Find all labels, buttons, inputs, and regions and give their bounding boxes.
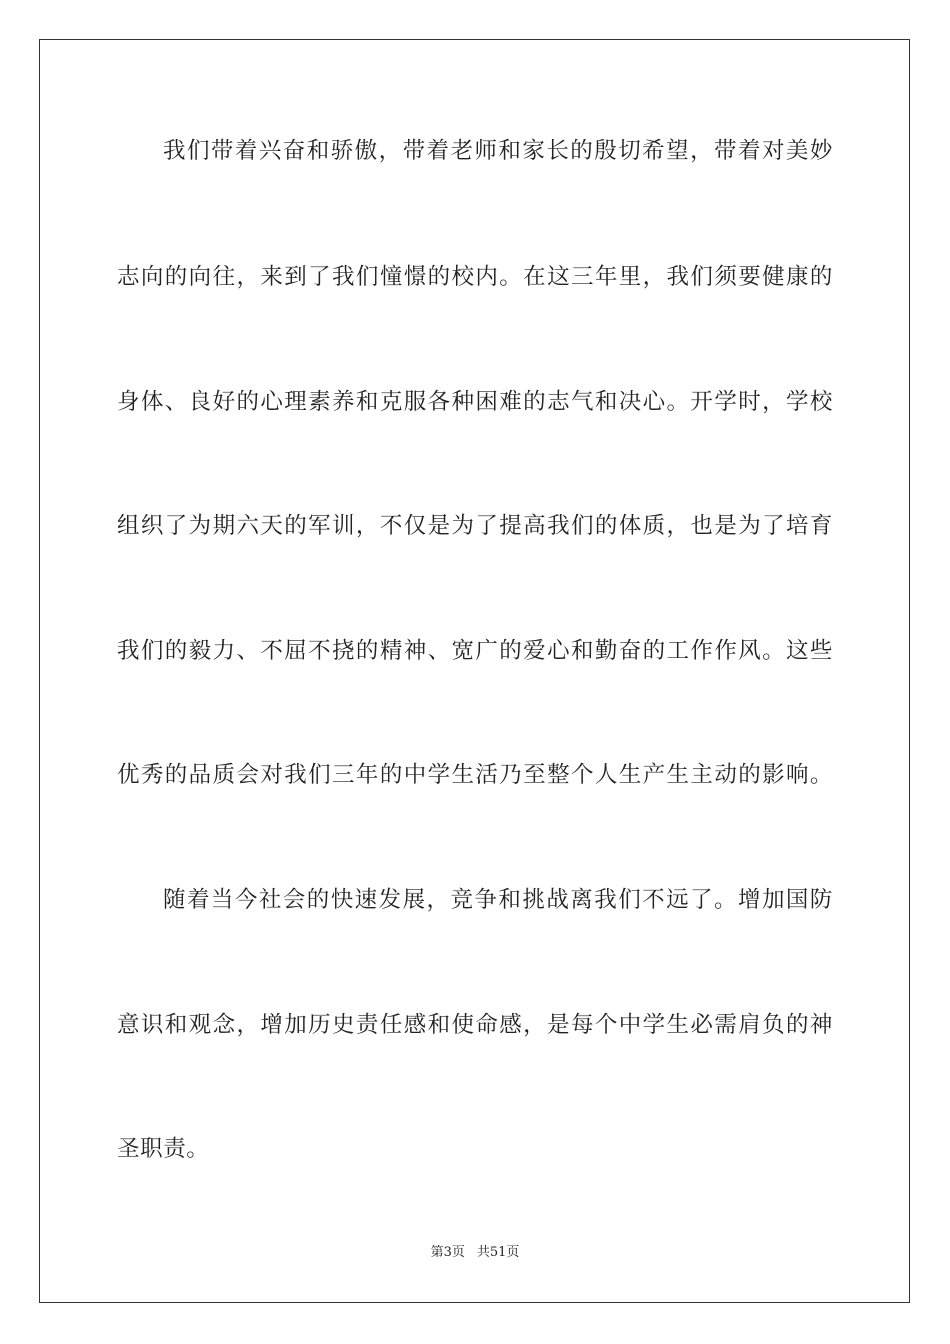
text-line: 随着当今社会的快速发展，竞争和挑战离我们不远了。增加国防 bbox=[163, 887, 833, 913]
page-number: 第3页 bbox=[430, 1245, 465, 1260]
text-line: 我们带着兴奋和骄傲，带着老师和家长的殷切希望，带着对美妙 bbox=[163, 138, 833, 164]
text-line: 我们的毅力、不屈不挠的精神、宽广的爱心和勤奋的工作作风。这些 bbox=[117, 638, 833, 664]
total-pages: 共51页 bbox=[476, 1245, 520, 1260]
text-line: 身体、良好的心理素养和克服各种困难的志气和决心。开学时，学校 bbox=[117, 389, 833, 415]
text-line: 组织了为期六天的军训，不仅是为了提高我们的体质，也是为了培育 bbox=[117, 513, 833, 539]
page-footer bbox=[0, 1244, 950, 1262]
text-line: 意识和观念，增加历史责任感和使命感，是每个中学生必需肩负的神 bbox=[117, 1012, 833, 1038]
text-line: 圣职责。 bbox=[117, 1136, 210, 1162]
page-frame bbox=[39, 39, 910, 1303]
text-line: 优秀的品质会对我们三年的中学生活乃至整个人生产生主动的影响。 bbox=[117, 762, 833, 788]
text-line: 志向的向往，来到了我们憧憬的校内。在这三年里，我们须要健康的 bbox=[117, 264, 833, 290]
